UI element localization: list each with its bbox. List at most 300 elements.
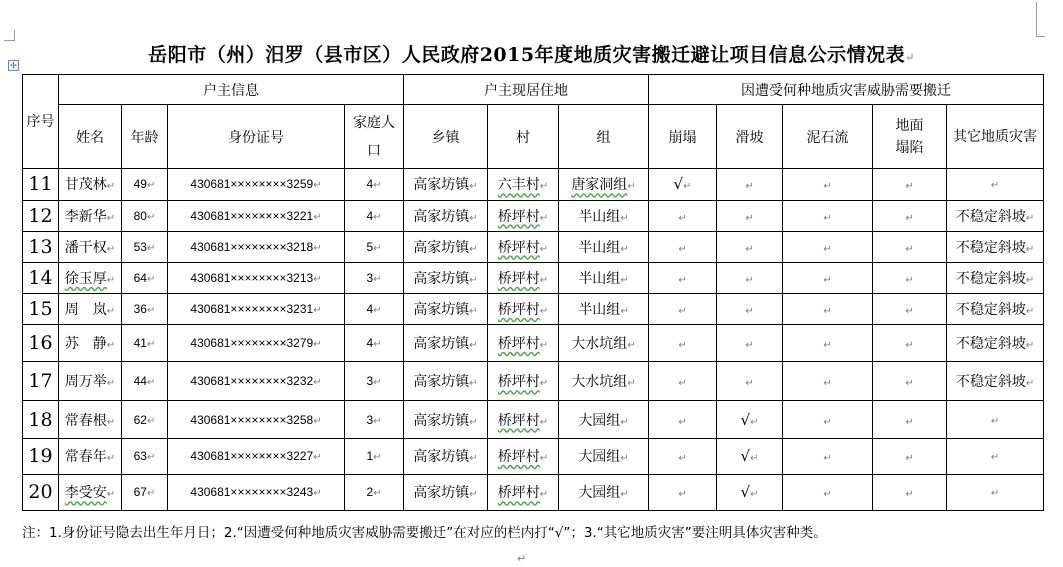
cell-family xyxy=(345,362,404,401)
cell-town-text: 高家坊镇 xyxy=(413,336,470,353)
cell-end-mark-icon: ↵ xyxy=(146,211,156,223)
cell-subsidence xyxy=(873,293,947,324)
cell-landslide xyxy=(717,401,783,438)
cell-village-text: 六丰村 xyxy=(497,177,540,194)
cell-end-mark-icon: ↵ xyxy=(539,489,549,501)
cell-age xyxy=(122,325,168,362)
cell-end-mark-icon: ↵ xyxy=(905,212,914,224)
cell-end-mark-icon: ↵ xyxy=(469,212,478,224)
cell-end-mark-icon: ↵ xyxy=(373,377,382,389)
cell-end-mark-icon: ↵ xyxy=(823,274,832,286)
cell-end-mark-icon: ↵ xyxy=(620,453,629,465)
cell-landslide xyxy=(717,438,783,474)
cell-town xyxy=(404,362,488,401)
cell-seq-text: 18 xyxy=(28,408,53,431)
cell-debris xyxy=(783,325,873,362)
cell-end-mark-icon: ↵ xyxy=(1025,274,1035,286)
cell-age-text: 44 xyxy=(133,374,147,389)
cell-end-mark-icon: ↵ xyxy=(905,378,914,390)
cell-town xyxy=(404,438,488,474)
cell-id xyxy=(168,325,345,362)
cell-subsidence xyxy=(873,262,947,293)
cell-end-mark-icon: ↵ xyxy=(750,489,759,501)
header-debris-flow: 泥石流 xyxy=(783,105,873,169)
cell-town xyxy=(404,200,488,231)
cell-other-text: 不稳定斜坡 xyxy=(955,270,1026,287)
cell-end-mark-icon: ↵ xyxy=(678,489,687,501)
cell-town-text: 高家坊镇 xyxy=(413,177,470,194)
cell-team xyxy=(559,401,649,438)
header-age: 年龄 xyxy=(122,105,168,169)
cell-name-text: 徐玉厚 xyxy=(64,270,107,287)
cell-end-mark-icon: ↵ xyxy=(539,340,549,352)
cell-id xyxy=(168,293,345,324)
header-other-hazard: 其它地质灾害 xyxy=(947,105,1044,169)
cell-end-mark-icon: ↵ xyxy=(745,274,754,286)
cell-village xyxy=(488,474,559,510)
footnote: 注：1.身份证号隐去出生年月日；2.“因遭受何种地质灾害威胁需要搬迁”在对应的栏内打“√”；3.“其它地质灾害”要注明具体灾害种类。 xyxy=(22,525,827,541)
cell-team-text: 半山组 xyxy=(578,239,621,256)
cell-debris xyxy=(783,231,873,262)
cell-team xyxy=(559,362,649,401)
cell-id-text: 430681××××××××3221 xyxy=(190,208,314,223)
cell-end-mark-icon: ↵ xyxy=(905,274,914,286)
cell-age-text: 80 xyxy=(133,208,147,223)
cell-end-mark-icon: ↵ xyxy=(373,452,382,464)
cell-id-text: 430681××××××××3259 xyxy=(190,177,314,192)
cell-family-text: 4 xyxy=(366,302,374,317)
cell-subsidence xyxy=(873,169,947,200)
cell-end-mark-icon: ↵ xyxy=(373,415,382,427)
cell-debris xyxy=(783,401,873,438)
cell-family-text: 3 xyxy=(366,270,374,285)
cell-other xyxy=(947,231,1044,262)
cell-name xyxy=(59,401,122,438)
cell-id-text: 430681××××××××3258 xyxy=(190,412,314,427)
cell-end-mark-icon: ↵ xyxy=(106,243,116,255)
cell-id xyxy=(168,474,345,510)
cell-town xyxy=(404,474,488,510)
cell-seq xyxy=(23,169,59,200)
cell-family-text: 4 xyxy=(366,208,374,223)
cell-end-mark-icon: ↵ xyxy=(990,180,1000,192)
cell-end-mark-icon: ↵ xyxy=(745,212,754,224)
cell-other xyxy=(947,200,1044,231)
cell-town-text: 高家坊镇 xyxy=(413,302,470,319)
cell-debris xyxy=(783,474,873,510)
cell-end-mark-icon: ↵ xyxy=(750,416,759,428)
cell-landslide xyxy=(717,293,783,324)
cell-landslide xyxy=(717,262,783,293)
cell-town xyxy=(404,231,488,262)
cell-other-text: 不稳定斜坡 xyxy=(955,208,1026,225)
cell-end-mark-icon: ↵ xyxy=(683,181,692,193)
cell-end-mark-icon: ↵ xyxy=(620,489,629,501)
cell-other xyxy=(947,169,1044,200)
cell-end-mark-icon: ↵ xyxy=(539,274,549,286)
cell-name-text: 潘干权 xyxy=(64,239,107,256)
cell-village-text: 桥坪村 xyxy=(497,374,540,391)
cell-end-mark-icon: ↵ xyxy=(313,305,322,317)
cell-village xyxy=(488,401,559,438)
title-text: 岳阳市（州）汨罗（县市区）人民政府2015年度地质灾害搬迁避让项目信息公示情况表 xyxy=(148,44,906,66)
cell-end-mark-icon: ↵ xyxy=(373,211,382,223)
cell-end-mark-icon: ↵ xyxy=(678,243,687,255)
cell-end-mark-icon: ↵ xyxy=(313,180,322,192)
cell-debris xyxy=(783,293,873,324)
cell-end-mark-icon: ↵ xyxy=(745,243,754,255)
table-row xyxy=(23,474,1044,510)
cell-age xyxy=(122,200,168,231)
table-row xyxy=(23,262,1044,293)
cell-id xyxy=(168,438,345,474)
cell-collapse-text: √ xyxy=(673,175,684,194)
cell-end-mark-icon: ↵ xyxy=(106,181,116,193)
cell-id-text: 430681××××××××3232 xyxy=(190,374,314,389)
cell-team xyxy=(559,438,649,474)
cell-id xyxy=(168,262,345,293)
cell-team-text: 大园组 xyxy=(578,449,621,466)
cell-team-text: 大园组 xyxy=(578,485,621,502)
cell-age xyxy=(122,231,168,262)
cell-end-mark-icon: ↵ xyxy=(313,242,322,254)
cell-other xyxy=(947,401,1044,438)
cell-end-mark-icon: ↵ xyxy=(469,181,478,193)
cell-family xyxy=(345,169,404,200)
cell-end-mark-icon: ↵ xyxy=(627,378,636,390)
cell-landslide-text: √ xyxy=(740,447,751,466)
header-id: 身份证号 xyxy=(168,105,345,169)
cell-subsidence xyxy=(873,401,947,438)
cell-name-text: 李受安 xyxy=(64,485,107,502)
cell-landslide xyxy=(717,231,783,262)
cell-other-text: 不稳定斜坡 xyxy=(955,336,1026,353)
cell-village xyxy=(488,231,559,262)
cell-age-text: 36 xyxy=(133,302,147,317)
cell-end-mark-icon: ↵ xyxy=(146,377,156,389)
cell-other-text: 不稳定斜坡 xyxy=(955,374,1026,391)
cell-village-text: 桥坪村 xyxy=(497,239,540,256)
cell-end-mark-icon: ↵ xyxy=(146,452,156,464)
cell-end-mark-icon: ↵ xyxy=(905,340,914,352)
cell-name xyxy=(59,362,122,401)
cell-name-text: 周万举 xyxy=(64,374,107,391)
cell-family-text: 5 xyxy=(366,239,374,254)
cell-end-mark-icon: ↵ xyxy=(745,340,754,352)
cell-subsidence xyxy=(873,231,947,262)
cell-team xyxy=(559,474,649,510)
header-name: 姓名 xyxy=(59,105,122,169)
cell-age xyxy=(122,293,168,324)
cell-end-mark-icon: ↵ xyxy=(373,488,382,500)
cell-end-mark-icon: ↵ xyxy=(469,274,478,286)
cell-seq-text: 13 xyxy=(28,235,53,258)
cell-landslide xyxy=(717,474,783,510)
cell-subsidence xyxy=(873,325,947,362)
table-move-handle-icon[interactable]: ✢ xyxy=(8,60,19,71)
cell-end-mark-icon: ↵ xyxy=(106,453,116,465)
cell-end-mark-icon: ↵ xyxy=(146,273,156,285)
cell-end-mark-icon: ↵ xyxy=(1025,306,1035,318)
cell-name-text: 周 岚 xyxy=(64,302,107,319)
cell-end-mark-icon: ↵ xyxy=(905,243,914,255)
header-row-groups xyxy=(23,75,1044,105)
table-row xyxy=(23,325,1044,362)
cell-other xyxy=(947,293,1044,324)
header-collapse: 崩塌 xyxy=(649,105,717,169)
cell-seq-text: 19 xyxy=(28,445,53,468)
cell-debris xyxy=(783,362,873,401)
cell-landslide xyxy=(717,200,783,231)
cell-end-mark-icon: ↵ xyxy=(106,274,116,286)
cell-end-mark-icon: ↵ xyxy=(990,452,1000,464)
cell-end-mark-icon: ↵ xyxy=(823,489,832,501)
cell-end-mark-icon: ↵ xyxy=(373,339,382,351)
cell-debris xyxy=(783,169,873,200)
cell-name xyxy=(59,262,122,293)
cell-end-mark-icon: ↵ xyxy=(469,306,478,318)
cell-end-mark-icon: ↵ xyxy=(146,488,156,500)
cell-id-text: 430681××××××××3231 xyxy=(190,302,314,317)
cell-end-mark-icon: ↵ xyxy=(678,212,687,224)
cell-landslide xyxy=(717,325,783,362)
cell-end-mark-icon: ↵ xyxy=(620,416,629,428)
cell-end-mark-icon: ↵ xyxy=(469,378,478,390)
cell-collapse xyxy=(649,325,717,362)
cell-family xyxy=(345,200,404,231)
cell-family xyxy=(345,293,404,324)
cell-team xyxy=(559,200,649,231)
cell-other xyxy=(947,362,1044,401)
cell-end-mark-icon: ↵ xyxy=(745,378,754,390)
cell-end-mark-icon: ↵ xyxy=(1025,243,1035,255)
table-body xyxy=(23,169,1044,511)
cell-end-mark-icon: ↵ xyxy=(469,243,478,255)
cell-village-text: 桥坪村 xyxy=(497,412,540,429)
cell-subsidence xyxy=(873,438,947,474)
cell-end-mark-icon: ↵ xyxy=(106,378,116,390)
cell-end-mark-icon: ↵ xyxy=(823,212,832,224)
cell-end-mark-icon: ↵ xyxy=(823,306,832,318)
header-hazard-type: 因遭受何种地质灾害威胁需要搬迁 xyxy=(649,75,1044,105)
cell-age xyxy=(122,362,168,401)
cell-village xyxy=(488,293,559,324)
header-subsidence: 地面塌陷 xyxy=(873,105,947,169)
cell-end-mark-icon: ↵ xyxy=(620,243,629,255)
table-row xyxy=(23,200,1044,231)
cell-age-text: 53 xyxy=(133,239,147,254)
cell-age-text: 64 xyxy=(133,270,147,285)
cell-team-text: 半山组 xyxy=(578,302,621,319)
paragraph-mark-icon: ↵ xyxy=(517,552,527,565)
cell-landslide-text: √ xyxy=(740,483,751,502)
cell-end-mark-icon: ↵ xyxy=(905,453,914,465)
cell-age xyxy=(122,474,168,510)
cell-village xyxy=(488,200,559,231)
cell-end-mark-icon: ↵ xyxy=(313,273,322,285)
cell-name xyxy=(59,325,122,362)
cell-seq xyxy=(23,293,59,324)
cell-subsidence xyxy=(873,362,947,401)
cell-id-text: 430681××××××××3227 xyxy=(190,449,314,464)
cell-age-text: 63 xyxy=(133,449,147,464)
cell-seq-text: 11 xyxy=(28,173,53,196)
cell-village-text: 桥坪村 xyxy=(497,270,540,287)
cell-family xyxy=(345,231,404,262)
cell-team-text: 大园组 xyxy=(578,412,621,429)
cell-town-text: 高家坊镇 xyxy=(413,412,470,429)
cell-end-mark-icon: ↵ xyxy=(1025,212,1035,224)
cell-team xyxy=(559,293,649,324)
cell-town xyxy=(404,262,488,293)
cell-seq-text: 17 xyxy=(28,370,53,393)
document-title xyxy=(0,40,1063,67)
header-village: 村 xyxy=(488,105,559,169)
paragraph-mark-icon: ↵ xyxy=(905,51,915,64)
cell-family xyxy=(345,474,404,510)
cell-town xyxy=(404,169,488,200)
cell-end-mark-icon: ↵ xyxy=(146,242,156,254)
cell-end-mark-icon: ↵ xyxy=(373,305,382,317)
cell-age-text: 67 xyxy=(133,485,147,500)
cell-name xyxy=(59,438,122,474)
cell-end-mark-icon: ↵ xyxy=(905,489,914,501)
header-owner-info: 户主信息 xyxy=(59,75,404,105)
cell-name xyxy=(59,200,122,231)
cell-name-text: 常春根 xyxy=(64,412,107,429)
cell-town-text: 高家坊镇 xyxy=(413,270,470,287)
cell-seq-text: 20 xyxy=(28,481,53,504)
cell-age xyxy=(122,262,168,293)
cell-end-mark-icon: ↵ xyxy=(106,340,116,352)
cell-end-mark-icon: ↵ xyxy=(469,416,478,428)
cell-id xyxy=(168,169,345,200)
cell-collapse xyxy=(649,262,717,293)
cell-village xyxy=(488,262,559,293)
cell-other-text: 不稳定斜坡 xyxy=(955,302,1026,319)
cell-end-mark-icon: ↵ xyxy=(678,416,687,428)
table-row xyxy=(23,293,1044,324)
cell-seq-text: 14 xyxy=(28,266,53,289)
cell-town-text: 高家坊镇 xyxy=(413,208,470,225)
cell-age-text: 62 xyxy=(133,412,147,427)
cell-age xyxy=(122,401,168,438)
cell-collapse xyxy=(649,200,717,231)
cell-end-mark-icon: ↵ xyxy=(146,415,156,427)
cell-end-mark-icon: ↵ xyxy=(106,416,116,428)
cell-town xyxy=(404,325,488,362)
cell-collapse xyxy=(649,438,717,474)
cell-end-mark-icon: ↵ xyxy=(373,242,382,254)
cell-other-text: 不稳定斜坡 xyxy=(955,239,1026,256)
cell-end-mark-icon: ↵ xyxy=(106,306,116,318)
cell-end-mark-icon: ↵ xyxy=(823,243,832,255)
cell-village-text: 桥坪村 xyxy=(497,449,540,466)
cell-seq-text: 16 xyxy=(28,332,53,355)
cell-id-text: 430681××××××××3213 xyxy=(190,270,314,285)
cell-end-mark-icon: ↵ xyxy=(313,377,322,389)
header-current-residence: 户主现居住地 xyxy=(404,75,649,105)
cell-end-mark-icon: ↵ xyxy=(469,340,478,352)
cell-end-mark-icon: ↵ xyxy=(1025,340,1035,352)
cell-subsidence xyxy=(873,200,947,231)
cell-name-text: 李新华 xyxy=(64,208,107,225)
cell-end-mark-icon: ↵ xyxy=(745,306,754,318)
cell-family xyxy=(345,438,404,474)
cell-end-mark-icon: ↵ xyxy=(678,453,687,465)
table-row xyxy=(23,438,1044,474)
cell-family-text: 3 xyxy=(366,412,374,427)
cell-village-text: 桥坪村 xyxy=(497,208,540,225)
cell-collapse xyxy=(649,169,717,200)
cell-village-text: 桥坪村 xyxy=(497,485,540,502)
cell-end-mark-icon: ↵ xyxy=(539,243,549,255)
cell-family-text: 4 xyxy=(366,177,374,192)
cell-end-mark-icon: ↵ xyxy=(539,306,549,318)
cell-other xyxy=(947,262,1044,293)
cell-other xyxy=(947,438,1044,474)
cell-end-mark-icon: ↵ xyxy=(106,489,116,501)
cell-id xyxy=(168,401,345,438)
cell-team xyxy=(559,262,649,293)
cell-team-text: 大水坑组 xyxy=(571,336,628,353)
header-landslide: 滑坡 xyxy=(717,105,783,169)
cell-end-mark-icon: ↵ xyxy=(678,378,687,390)
cell-end-mark-icon: ↵ xyxy=(313,339,322,351)
cell-end-mark-icon: ↵ xyxy=(823,181,832,193)
cell-collapse xyxy=(649,293,717,324)
cell-village xyxy=(488,438,559,474)
cell-end-mark-icon: ↵ xyxy=(146,305,156,317)
table-row xyxy=(23,401,1044,438)
cell-end-mark-icon: ↵ xyxy=(620,306,629,318)
cell-other xyxy=(947,325,1044,362)
cell-age-text: 41 xyxy=(133,336,147,351)
cell-village-text: 桥坪村 xyxy=(497,302,540,319)
hazard-relocation-table xyxy=(22,74,1044,511)
cell-landslide xyxy=(717,362,783,401)
cell-family xyxy=(345,262,404,293)
cell-end-mark-icon: ↵ xyxy=(539,212,549,224)
cell-collapse xyxy=(649,362,717,401)
cell-end-mark-icon: ↵ xyxy=(823,453,832,465)
cell-end-mark-icon: ↵ xyxy=(106,212,116,224)
cell-end-mark-icon: ↵ xyxy=(745,181,754,193)
cell-end-mark-icon: ↵ xyxy=(905,306,914,318)
cell-seq xyxy=(23,325,59,362)
cell-end-mark-icon: ↵ xyxy=(678,274,687,286)
cell-seq xyxy=(23,262,59,293)
cell-town xyxy=(404,293,488,324)
cell-end-mark-icon: ↵ xyxy=(146,339,156,351)
cell-team xyxy=(559,325,649,362)
cell-debris xyxy=(783,438,873,474)
cell-end-mark-icon: ↵ xyxy=(678,306,687,318)
cell-name xyxy=(59,169,122,200)
cell-end-mark-icon: ↵ xyxy=(146,180,156,192)
cell-seq xyxy=(23,474,59,510)
cell-end-mark-icon: ↵ xyxy=(823,416,832,428)
cell-family-text: 4 xyxy=(366,336,374,351)
cell-id xyxy=(168,231,345,262)
cell-team-text: 半山组 xyxy=(578,270,621,287)
cell-landslide-text: √ xyxy=(740,410,751,429)
cell-end-mark-icon: ↵ xyxy=(313,488,322,500)
cell-town-text: 高家坊镇 xyxy=(413,374,470,391)
header-seq: 序号 xyxy=(23,75,59,169)
cell-village xyxy=(488,362,559,401)
cell-end-mark-icon: ↵ xyxy=(373,180,382,192)
